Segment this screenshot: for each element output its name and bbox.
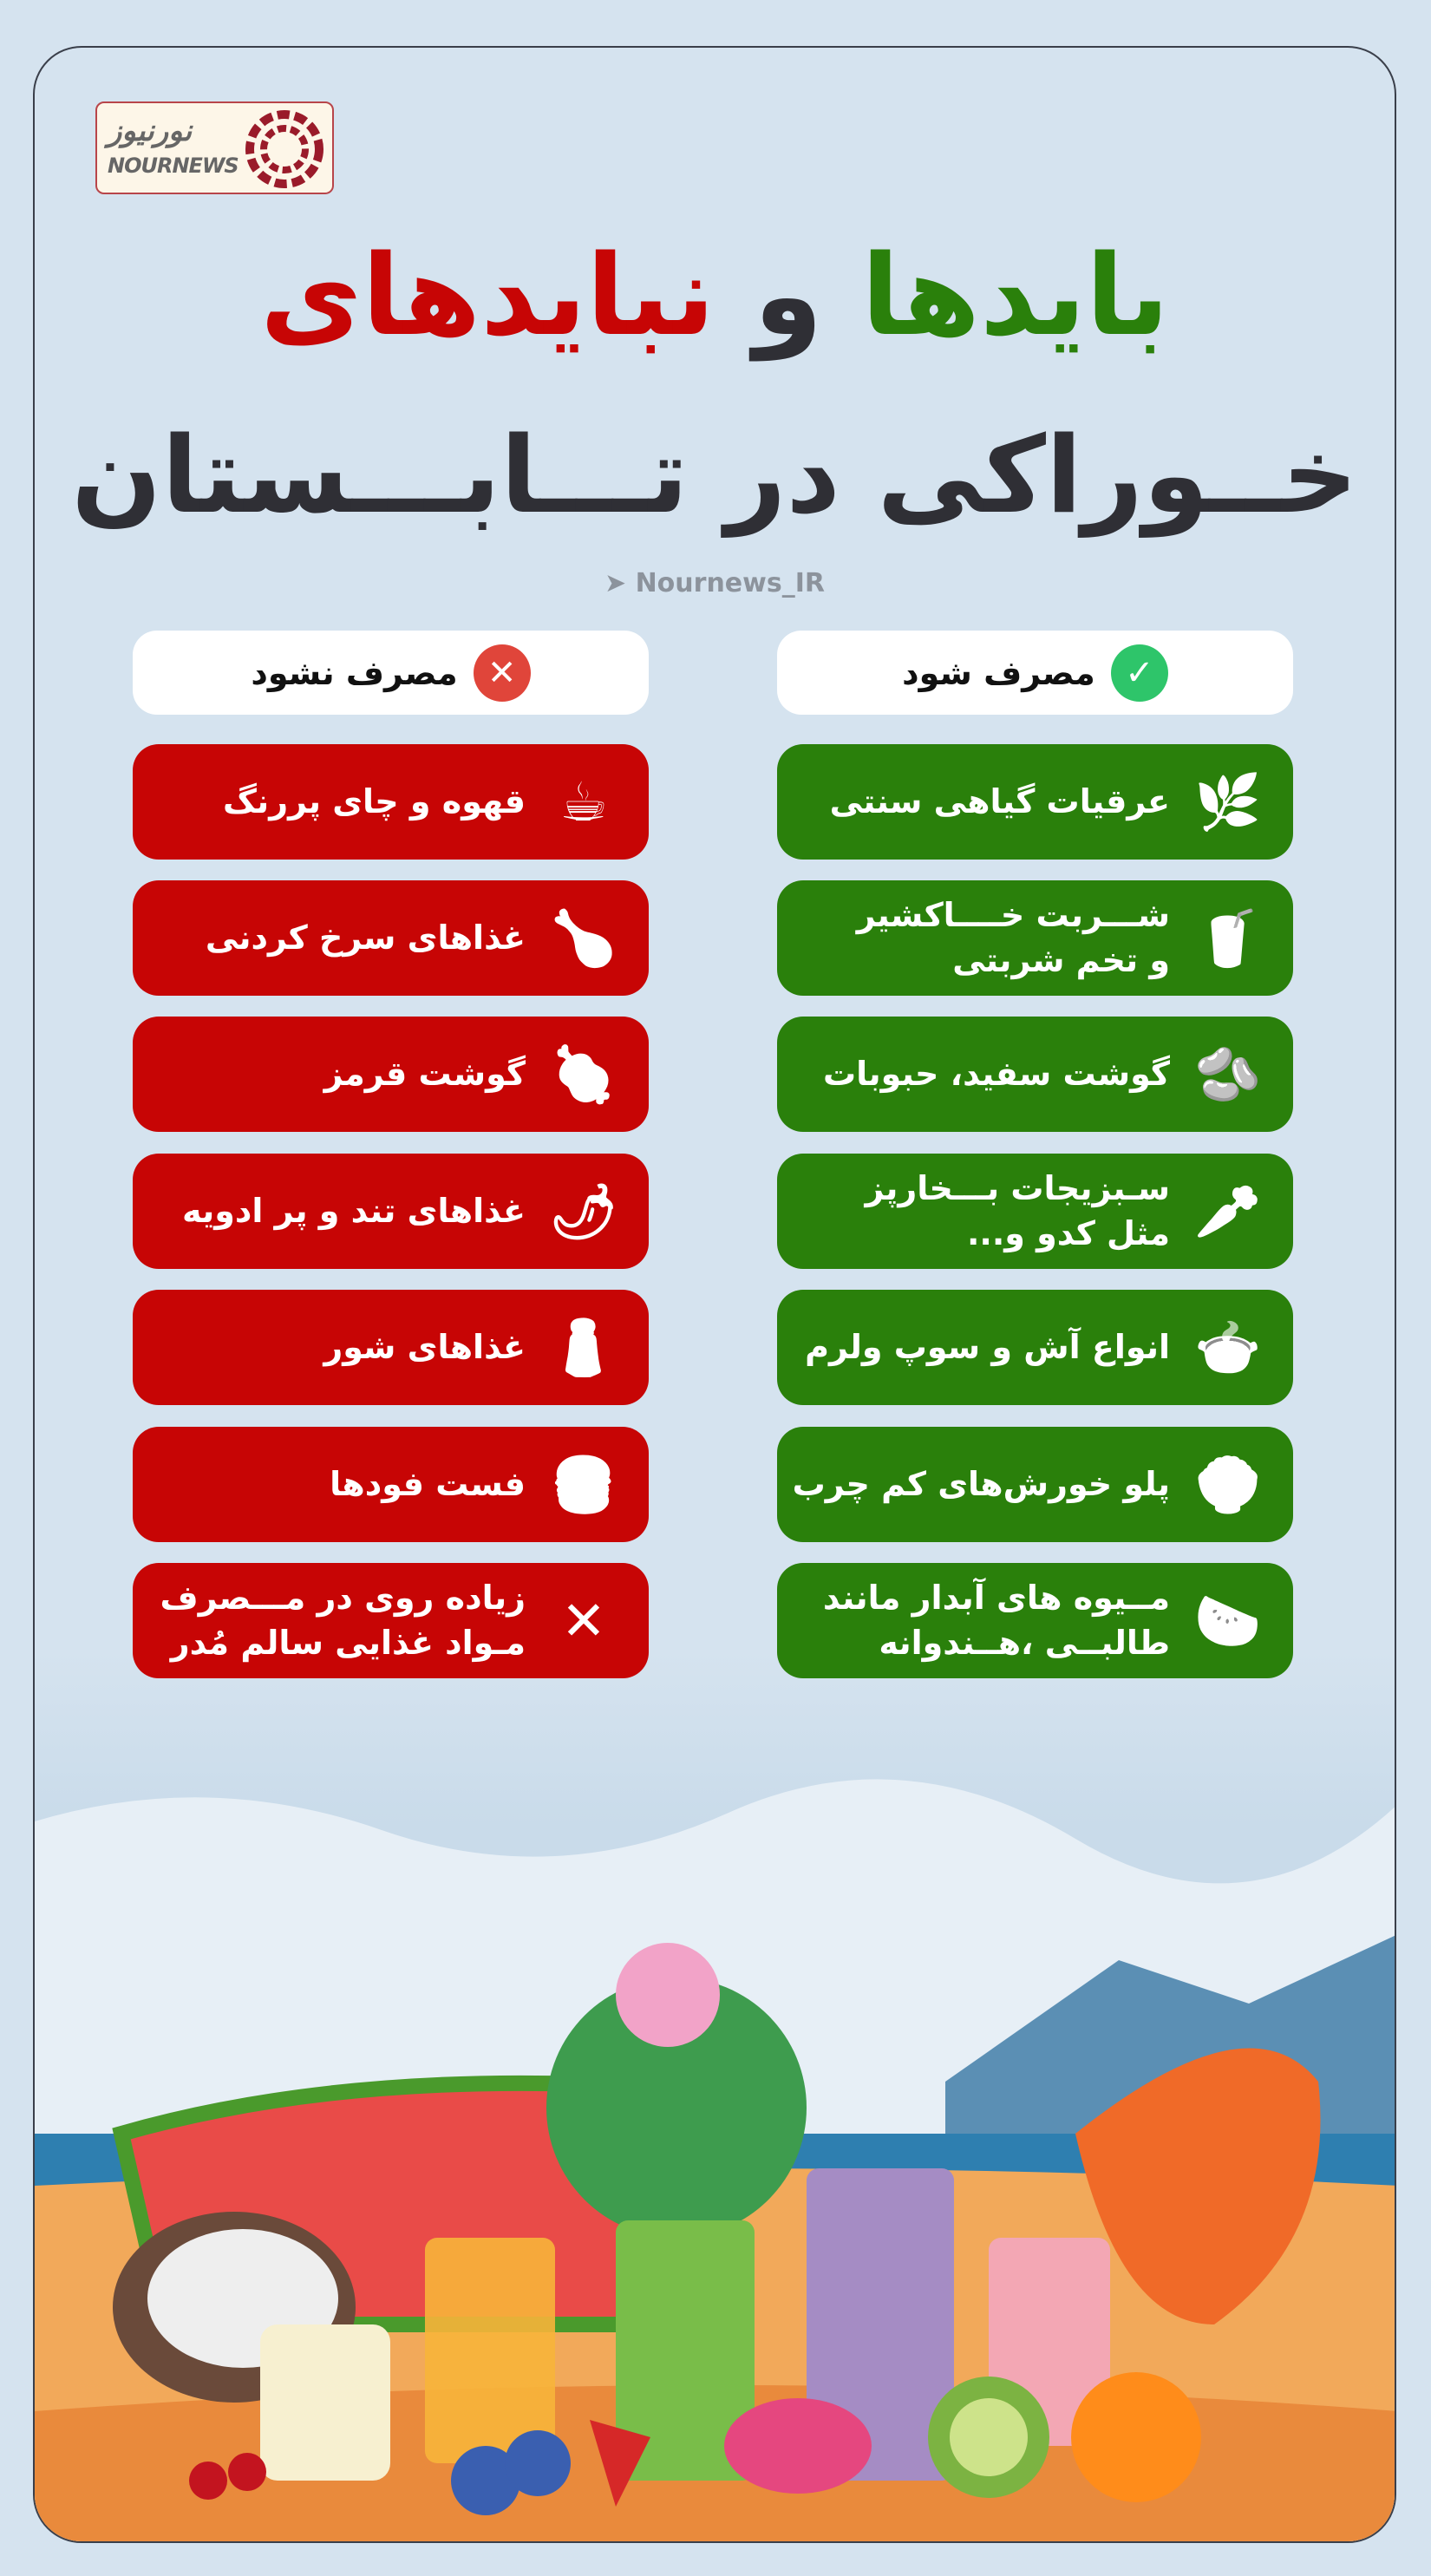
dont-item	[133, 1427, 649, 1542]
header-consume	[777, 631, 1293, 715]
do-item	[777, 1427, 1293, 1542]
item-label: گوشت قرمز	[323, 1054, 526, 1093]
soup-bowl-icon: 🍲	[1194, 1315, 1262, 1379]
logo-en: NOURNEWS	[108, 154, 238, 178]
dont-item	[133, 744, 649, 860]
logo-fa: نورنیوز	[108, 114, 193, 148]
header-dont-label: مصرف نشود	[251, 653, 458, 692]
burger-icon: 🍔	[550, 1452, 617, 1516]
item-label: عرقیات گیاهی سنتی	[829, 781, 1170, 821]
item-label: قهوه و چای پررنگ	[223, 781, 526, 821]
x-circle-icon: ✕	[474, 644, 531, 702]
title-line-1	[35, 230, 1395, 363]
do-item	[777, 1563, 1293, 1678]
title-dos: بایدها	[861, 232, 1170, 361]
item-label: مــیوه های آبدار مانند طالبــی ،هــندوانه	[822, 1579, 1170, 1662]
salt-shaker-icon: 🧂	[550, 1315, 617, 1379]
do-item	[777, 1017, 1293, 1132]
item-label: سـبزیجات بـــخارپز مثل کدو و...	[865, 1169, 1170, 1252]
item-label: غذاهای سرخ کردنی	[205, 918, 526, 957]
dont-item	[133, 1154, 649, 1269]
summer-fruits-illustration	[35, 1717, 1396, 2541]
infographic-frame	[33, 46, 1396, 2543]
logo-swirl-icon	[245, 110, 323, 188]
fried-food-icon: 🍗	[550, 906, 617, 970]
dont-item	[133, 1563, 649, 1678]
title-donts: نبایدهای	[259, 232, 716, 361]
dont-item	[133, 880, 649, 996]
chili-pepper-icon: 🌶	[549, 1179, 618, 1243]
do-item	[777, 744, 1293, 860]
bean-icon: 🫘	[1194, 1042, 1262, 1106]
item-label: فست فودها	[330, 1464, 526, 1503]
item-label: شـــربت خــــاکشیر و تخم شربتی	[856, 896, 1170, 979]
dont-item	[133, 1290, 649, 1405]
telegram-icon: ➤	[604, 568, 636, 598]
coffee-cup-icon: ☕	[559, 769, 608, 834]
title-line-2: خــوراکی در تـــابـــستان	[71, 414, 1358, 537]
item-label: گوشت سفید، حبوبات	[822, 1054, 1170, 1093]
watermelon-icon: 🍉	[1194, 1588, 1262, 1652]
dont-item	[133, 1017, 649, 1132]
item-label: پلو خورش‌های کم چرب	[792, 1464, 1170, 1503]
herbal-distillate-icon: 🌿	[1194, 769, 1262, 834]
item-label: غذاهای تند و پر ادویه	[181, 1191, 526, 1230]
item-label: زیاده روی در مـــصرف مـواد غذایی سالم مُدر	[160, 1579, 526, 1662]
item-label: انواع آش و سوپ ولرم	[805, 1327, 1170, 1366]
rice-bowl-icon: 🍚	[1194, 1452, 1262, 1516]
do-item	[777, 1154, 1293, 1269]
header-do-label: مصرف شود	[902, 653, 1095, 692]
do-item	[777, 1290, 1293, 1405]
nournews-logo	[95, 101, 334, 194]
lemonade-icon: 🥤	[1194, 906, 1262, 970]
telegram-handle	[35, 568, 1395, 598]
do-item	[777, 880, 1293, 996]
handle-text: Nournews_IR	[635, 568, 825, 598]
check-circle-icon: ✓	[1111, 644, 1168, 702]
header-dont-consume	[133, 631, 649, 715]
vegetables-icon: 🥕	[1194, 1179, 1262, 1243]
title-and: و	[754, 232, 823, 361]
cross-icon: ✕	[561, 1588, 606, 1652]
meat-leg-icon: 🍖	[550, 1042, 617, 1106]
item-label: غذاهای شور	[323, 1327, 526, 1366]
